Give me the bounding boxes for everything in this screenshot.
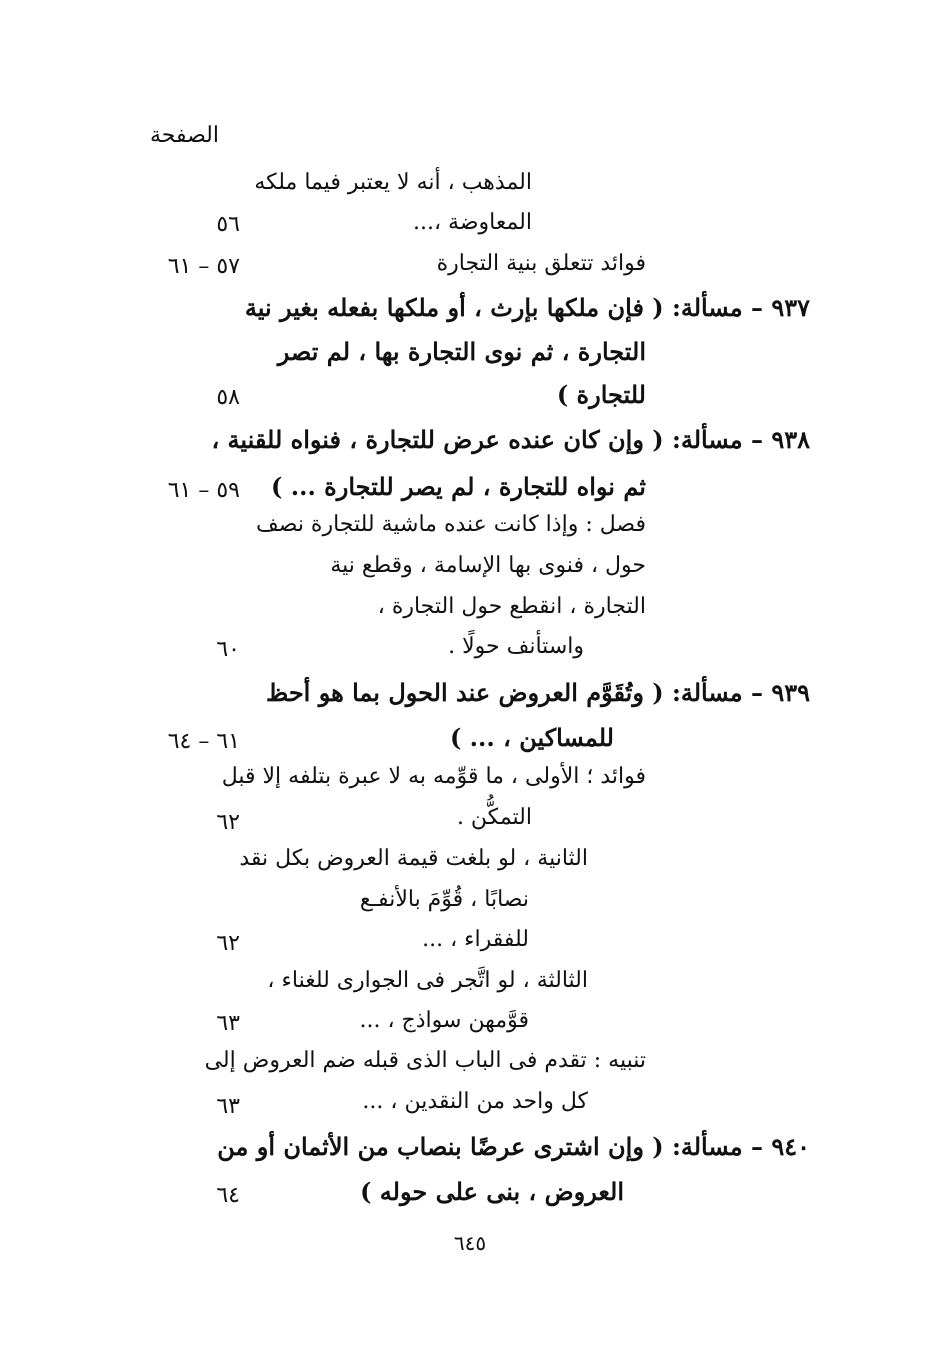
page-ref: ٦٣ [216, 1011, 240, 1036]
entry-line: نصابًا ، قُوِّمَ بالأنفـع [359, 887, 529, 912]
entry-line: واستأنف حولًا . [448, 634, 584, 659]
entry-line: الثانية ، لو بلغت قيمة العروض بكل نقد [239, 846, 588, 871]
entry-line: فوائد ؛ الأولى ، ما قوِّمه به لا عبرة بتلفه إلا قبل [221, 764, 646, 789]
page-ref: ٦٣ [216, 1094, 240, 1119]
page-number: ٦٤٥ [453, 1231, 487, 1255]
page-ref: ٥٩ – ٦١ [167, 478, 240, 503]
page-ref: ٦١ – ٦٤ [167, 729, 240, 754]
entry-line: حول ، فنوى بها الإسامة ، وقطع نية [330, 553, 646, 578]
entry-line: فصل : وإذا كانت عنده ماشية للتجارة نصف [255, 512, 646, 537]
entry-line: التجارة ، انقطع حول التجارة ، [377, 594, 646, 619]
question-heading: ٩٤٠ – مسألة: ( وإن اشترى عرضًا بنصاب من الأثمان أو من [217, 1132, 810, 1161]
entry-line: المعاوضة ،... [412, 210, 532, 235]
page-ref: ٦٠ [216, 637, 240, 662]
question-heading: ٩٣٨ – مسألة: ( وإن كان عنده عرض للتجارة ، فنواه للقنية ، [211, 425, 810, 454]
question-heading: ٩٣٧ – مسألة: ( فإن ملكها بإرث ، أو ملكها بفعله بغير نية [244, 293, 810, 322]
entry-line: قوَّمهن سواذج ، ... [359, 1008, 529, 1033]
page-ref: ٥٦ [216, 212, 240, 237]
entry-line: التمكُّن . [456, 805, 532, 830]
question-heading: ٩٣٩ – مسألة: ( وتُقَوَّم العروض عند الحول بما هو أحظ [266, 678, 810, 707]
question-line: للتجارة ) [556, 380, 646, 409]
page-header-label: الصفحة [149, 123, 219, 148]
entry-line: للفقراء ، ... [422, 927, 529, 952]
page-ref: ٦٢ [216, 931, 240, 956]
question-line: العروض ، بنى على حوله ) [360, 1177, 624, 1206]
question-line: التجارة ، ثم نوى التجارة بها ، لم تصر [277, 337, 646, 366]
page-ref: ٦٢ [216, 810, 240, 835]
page-ref: ٥٨ [216, 385, 240, 410]
entry-line: المذهب ، أنه لا يعتبر فيما ملكه [254, 170, 532, 195]
page-ref: ٥٧ – ٦١ [167, 254, 240, 279]
entry-line: الثالثة ، لو اتَّجر فى الجوارى للغناء ، [267, 968, 588, 993]
question-line: ثم نواه للتجارة ، لم يصر للتجارة ... ) [271, 472, 646, 501]
question-line: للمساكين ، ... ) [449, 723, 614, 752]
page-ref: ٦٤ [216, 1183, 240, 1208]
entry-line: تنبيه : تقدم فى الباب الذى قبله ضم العروض إلى [204, 1048, 646, 1073]
entry-line: كل واحد من النقدين ، ... [362, 1089, 588, 1114]
entry-line: فوائد تتعلق بنية التجارة [436, 251, 646, 276]
